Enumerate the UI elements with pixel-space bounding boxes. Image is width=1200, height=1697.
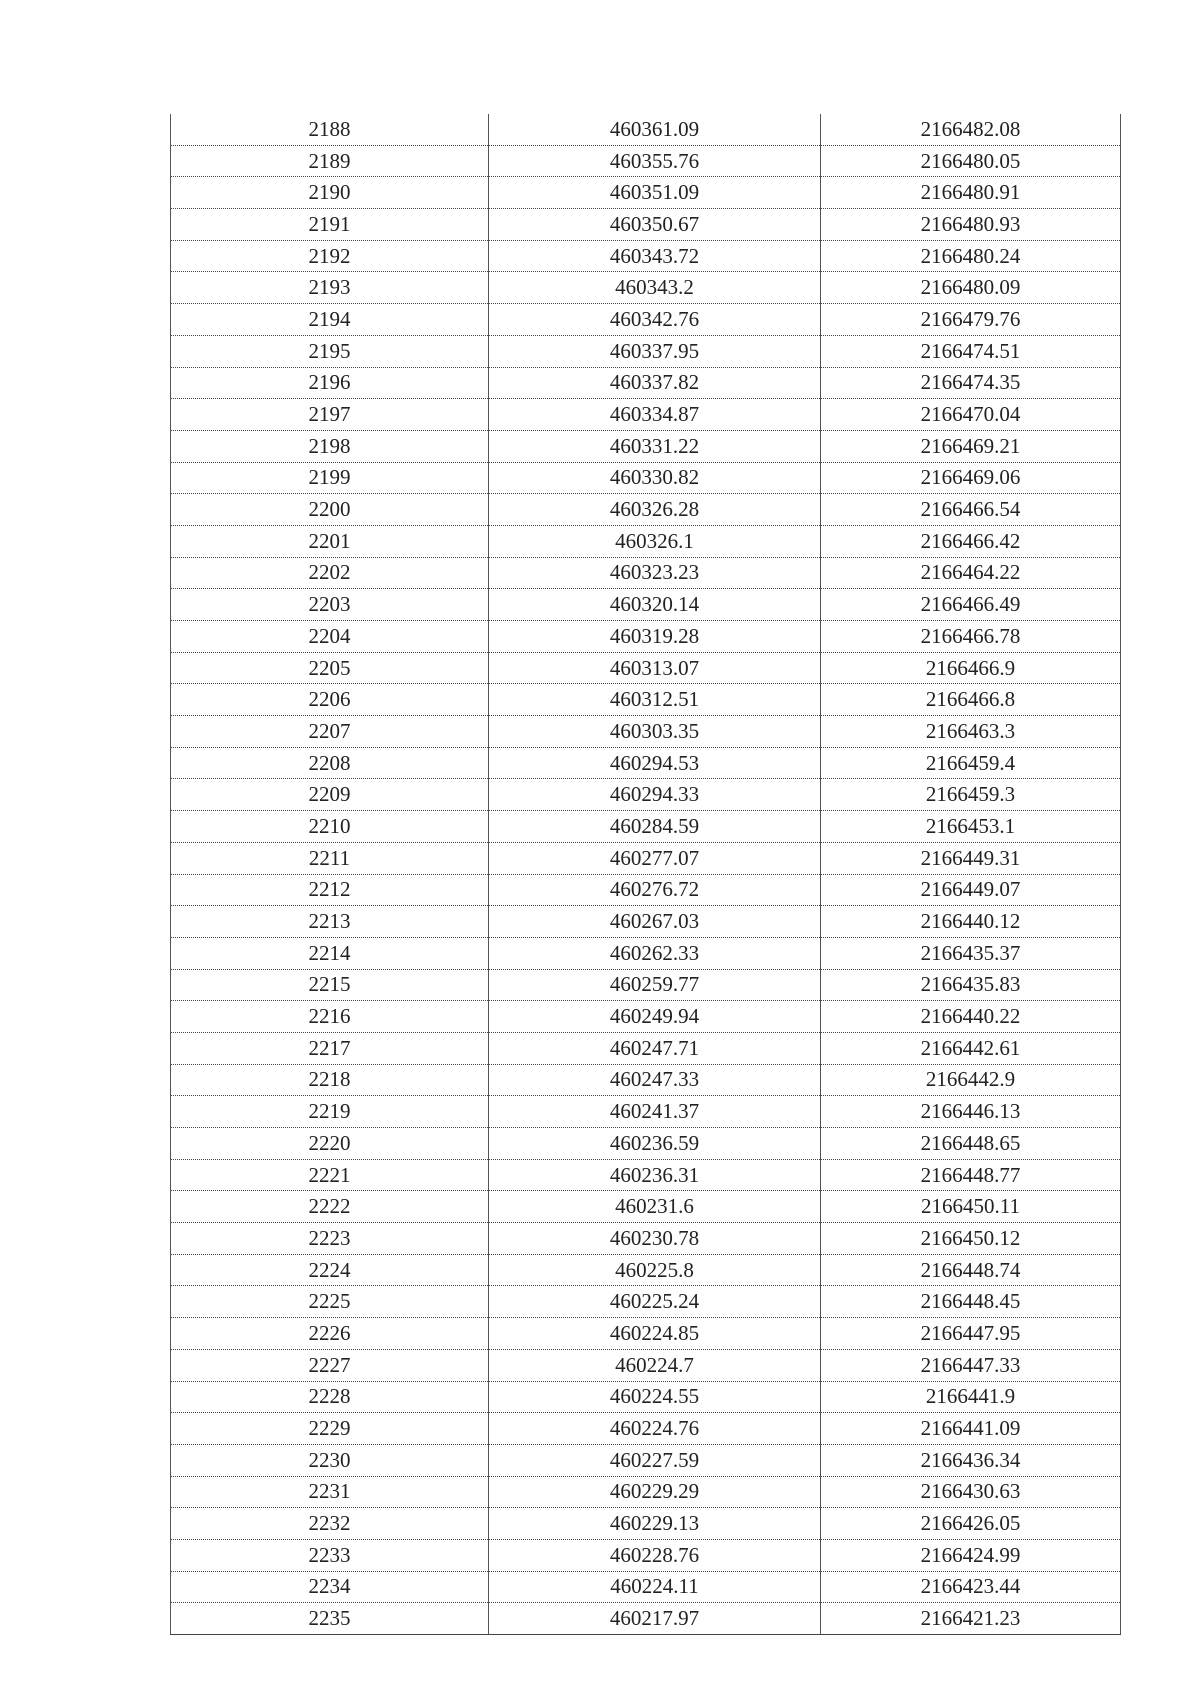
table-row (171, 1001, 1121, 1033)
point-number-cell: 2189 (171, 145, 489, 177)
point-number-cell: 2230 (171, 1444, 489, 1476)
point-number-cell: 2203 (171, 589, 489, 621)
table-row (171, 1286, 1121, 1318)
table-row (171, 335, 1121, 367)
coordinate-table (170, 114, 1121, 1635)
x-coordinate-cell: 460294.33 (489, 779, 821, 811)
table-row (171, 621, 1121, 653)
table-row (171, 1381, 1121, 1413)
point-number-cell: 2214 (171, 937, 489, 969)
point-number-cell: 2233 (171, 1539, 489, 1571)
x-coordinate-cell: 460224.85 (489, 1318, 821, 1350)
x-coordinate-cell: 460229.29 (489, 1476, 821, 1508)
table-row (171, 716, 1121, 748)
table-row (171, 1032, 1121, 1064)
x-coordinate-cell: 460230.78 (489, 1223, 821, 1255)
y-coordinate-cell: 2166464.22 (821, 557, 1121, 589)
y-coordinate-cell: 2166449.31 (821, 842, 1121, 874)
y-coordinate-cell: 2166482.08 (821, 114, 1121, 145)
y-coordinate-cell: 2166480.24 (821, 240, 1121, 272)
point-number-cell: 2215 (171, 969, 489, 1001)
x-coordinate-cell: 460320.14 (489, 589, 821, 621)
table-row (171, 145, 1121, 177)
x-coordinate-cell: 460355.76 (489, 145, 821, 177)
x-coordinate-cell: 460294.53 (489, 747, 821, 779)
point-number-cell: 2188 (171, 114, 489, 145)
x-coordinate-cell: 460259.77 (489, 969, 821, 1001)
x-coordinate-cell: 460224.7 (489, 1349, 821, 1381)
y-coordinate-cell: 2166421.23 (821, 1603, 1121, 1635)
x-coordinate-cell: 460249.94 (489, 1001, 821, 1033)
table-row (171, 1476, 1121, 1508)
y-coordinate-cell: 2166435.37 (821, 937, 1121, 969)
x-coordinate-cell: 460351.09 (489, 177, 821, 209)
x-coordinate-cell: 460319.28 (489, 621, 821, 653)
table-row (171, 367, 1121, 399)
table-row (171, 272, 1121, 304)
point-number-cell: 2228 (171, 1381, 489, 1413)
y-coordinate-cell: 2166448.45 (821, 1286, 1121, 1318)
table-row (171, 1254, 1121, 1286)
x-coordinate-cell: 460224.55 (489, 1381, 821, 1413)
y-coordinate-cell: 2166480.91 (821, 177, 1121, 209)
x-coordinate-cell: 460334.87 (489, 399, 821, 431)
point-number-cell: 2226 (171, 1318, 489, 1350)
point-number-cell: 2229 (171, 1413, 489, 1445)
table-row (171, 811, 1121, 843)
table-row (171, 874, 1121, 906)
x-coordinate-cell: 460247.33 (489, 1064, 821, 1096)
y-coordinate-cell: 2166470.04 (821, 399, 1121, 431)
x-coordinate-cell: 460217.97 (489, 1603, 821, 1635)
table-row (171, 1539, 1121, 1571)
x-coordinate-cell: 460323.23 (489, 557, 821, 589)
table-row (171, 1128, 1121, 1160)
y-coordinate-cell: 2166453.1 (821, 811, 1121, 843)
table-row (171, 937, 1121, 969)
point-number-cell: 2235 (171, 1603, 489, 1635)
y-coordinate-cell: 2166466.54 (821, 494, 1121, 526)
table-row (171, 1349, 1121, 1381)
y-coordinate-cell: 2166435.83 (821, 969, 1121, 1001)
table-row (171, 1318, 1121, 1350)
x-coordinate-cell: 460303.35 (489, 716, 821, 748)
y-coordinate-cell: 2166466.9 (821, 652, 1121, 684)
y-coordinate-cell: 2166480.05 (821, 145, 1121, 177)
point-number-cell: 2190 (171, 177, 489, 209)
table-row (171, 779, 1121, 811)
table-row (171, 652, 1121, 684)
table-row (171, 1444, 1121, 1476)
point-number-cell: 2213 (171, 906, 489, 938)
x-coordinate-cell: 460326.28 (489, 494, 821, 526)
table-row (171, 430, 1121, 462)
y-coordinate-cell: 2166448.77 (821, 1159, 1121, 1191)
y-coordinate-cell: 2166474.35 (821, 367, 1121, 399)
y-coordinate-cell: 2166447.33 (821, 1349, 1121, 1381)
point-number-cell: 2219 (171, 1096, 489, 1128)
point-number-cell: 2191 (171, 209, 489, 241)
x-coordinate-cell: 460225.24 (489, 1286, 821, 1318)
table-row (171, 1571, 1121, 1603)
point-number-cell: 2221 (171, 1159, 489, 1191)
y-coordinate-cell: 2166441.9 (821, 1381, 1121, 1413)
table-row (171, 1413, 1121, 1445)
y-coordinate-cell: 2166442.9 (821, 1064, 1121, 1096)
point-number-cell: 2196 (171, 367, 489, 399)
point-number-cell: 2212 (171, 874, 489, 906)
table-row (171, 747, 1121, 779)
x-coordinate-cell: 460343.72 (489, 240, 821, 272)
y-coordinate-cell: 2166442.61 (821, 1032, 1121, 1064)
y-coordinate-cell: 2166463.3 (821, 716, 1121, 748)
point-number-cell: 2232 (171, 1508, 489, 1540)
y-coordinate-cell: 2166440.22 (821, 1001, 1121, 1033)
x-coordinate-cell: 460276.72 (489, 874, 821, 906)
point-number-cell: 2193 (171, 272, 489, 304)
table-row (171, 114, 1121, 145)
point-number-cell: 2202 (171, 557, 489, 589)
x-coordinate-cell: 460236.59 (489, 1128, 821, 1160)
point-number-cell: 2205 (171, 652, 489, 684)
x-coordinate-cell: 460361.09 (489, 114, 821, 145)
x-coordinate-cell: 460224.76 (489, 1413, 821, 1445)
y-coordinate-cell: 2166446.13 (821, 1096, 1121, 1128)
x-coordinate-cell: 460330.82 (489, 462, 821, 494)
point-number-cell: 2217 (171, 1032, 489, 1064)
table-row (171, 1508, 1121, 1540)
table-row (171, 1064, 1121, 1096)
x-coordinate-cell: 460236.31 (489, 1159, 821, 1191)
table-row (171, 1603, 1121, 1635)
y-coordinate-cell: 2166449.07 (821, 874, 1121, 906)
x-coordinate-cell: 460331.22 (489, 430, 821, 462)
x-coordinate-cell: 460241.37 (489, 1096, 821, 1128)
x-coordinate-cell: 460326.1 (489, 525, 821, 557)
y-coordinate-cell: 2166466.78 (821, 621, 1121, 653)
y-coordinate-cell: 2166424.99 (821, 1539, 1121, 1571)
point-number-cell: 2222 (171, 1191, 489, 1223)
x-coordinate-cell: 460350.67 (489, 209, 821, 241)
point-number-cell: 2220 (171, 1128, 489, 1160)
point-number-cell: 2192 (171, 240, 489, 272)
point-number-cell: 2218 (171, 1064, 489, 1096)
y-coordinate-cell: 2166450.11 (821, 1191, 1121, 1223)
table-row (171, 1223, 1121, 1255)
y-coordinate-cell: 2166430.63 (821, 1476, 1121, 1508)
x-coordinate-cell: 460227.59 (489, 1444, 821, 1476)
table-row (171, 969, 1121, 1001)
point-number-cell: 2197 (171, 399, 489, 431)
point-number-cell: 2201 (171, 525, 489, 557)
table-row (171, 462, 1121, 494)
table-row (171, 177, 1121, 209)
y-coordinate-cell: 2166423.44 (821, 1571, 1121, 1603)
x-coordinate-cell: 460343.2 (489, 272, 821, 304)
y-coordinate-cell: 2166450.12 (821, 1223, 1121, 1255)
x-coordinate-cell: 460284.59 (489, 811, 821, 843)
y-coordinate-cell: 2166441.09 (821, 1413, 1121, 1445)
point-number-cell: 2204 (171, 621, 489, 653)
y-coordinate-cell: 2166448.65 (821, 1128, 1121, 1160)
x-coordinate-cell: 460267.03 (489, 906, 821, 938)
point-number-cell: 2194 (171, 304, 489, 336)
y-coordinate-cell: 2166479.76 (821, 304, 1121, 336)
point-number-cell: 2199 (171, 462, 489, 494)
point-number-cell: 2216 (171, 1001, 489, 1033)
x-coordinate-cell: 460312.51 (489, 684, 821, 716)
point-number-cell: 2211 (171, 842, 489, 874)
y-coordinate-cell: 2166459.4 (821, 747, 1121, 779)
y-coordinate-cell: 2166480.93 (821, 209, 1121, 241)
table-row (171, 589, 1121, 621)
y-coordinate-cell: 2166466.42 (821, 525, 1121, 557)
y-coordinate-cell: 2166447.95 (821, 1318, 1121, 1350)
coordinate-table-body (171, 114, 1121, 1635)
x-coordinate-cell: 460229.13 (489, 1508, 821, 1540)
table-row (171, 494, 1121, 526)
point-number-cell: 2206 (171, 684, 489, 716)
table-row (171, 240, 1121, 272)
table-row (171, 1191, 1121, 1223)
table-row (171, 1159, 1121, 1191)
point-number-cell: 2231 (171, 1476, 489, 1508)
table-row (171, 399, 1121, 431)
table-row (171, 557, 1121, 589)
x-coordinate-cell: 460262.33 (489, 937, 821, 969)
x-coordinate-cell: 460342.76 (489, 304, 821, 336)
x-coordinate-cell: 460337.95 (489, 335, 821, 367)
table-row (171, 304, 1121, 336)
y-coordinate-cell: 2166436.34 (821, 1444, 1121, 1476)
x-coordinate-cell: 460224.11 (489, 1571, 821, 1603)
table-row (171, 906, 1121, 938)
point-number-cell: 2224 (171, 1254, 489, 1286)
y-coordinate-cell: 2166474.51 (821, 335, 1121, 367)
x-coordinate-cell: 460225.8 (489, 1254, 821, 1286)
y-coordinate-cell: 2166466.8 (821, 684, 1121, 716)
point-number-cell: 2210 (171, 811, 489, 843)
point-number-cell: 2227 (171, 1349, 489, 1381)
y-coordinate-cell: 2166440.12 (821, 906, 1121, 938)
table-row (171, 209, 1121, 241)
point-number-cell: 2234 (171, 1571, 489, 1603)
point-number-cell: 2208 (171, 747, 489, 779)
point-number-cell: 2207 (171, 716, 489, 748)
point-number-cell: 2225 (171, 1286, 489, 1318)
x-coordinate-cell: 460337.82 (489, 367, 821, 399)
table-row (171, 1096, 1121, 1128)
y-coordinate-cell: 2166469.06 (821, 462, 1121, 494)
y-coordinate-cell: 2166466.49 (821, 589, 1121, 621)
point-number-cell: 2200 (171, 494, 489, 526)
table-row (171, 842, 1121, 874)
x-coordinate-cell: 460277.07 (489, 842, 821, 874)
x-coordinate-cell: 460228.76 (489, 1539, 821, 1571)
y-coordinate-cell: 2166426.05 (821, 1508, 1121, 1540)
x-coordinate-cell: 460231.6 (489, 1191, 821, 1223)
y-coordinate-cell: 2166448.74 (821, 1254, 1121, 1286)
point-number-cell: 2195 (171, 335, 489, 367)
table-row (171, 684, 1121, 716)
point-number-cell: 2209 (171, 779, 489, 811)
y-coordinate-cell: 2166459.3 (821, 779, 1121, 811)
point-number-cell: 2223 (171, 1223, 489, 1255)
point-number-cell: 2198 (171, 430, 489, 462)
x-coordinate-cell: 460313.07 (489, 652, 821, 684)
y-coordinate-cell: 2166480.09 (821, 272, 1121, 304)
x-coordinate-cell: 460247.71 (489, 1032, 821, 1064)
table-row (171, 525, 1121, 557)
y-coordinate-cell: 2166469.21 (821, 430, 1121, 462)
